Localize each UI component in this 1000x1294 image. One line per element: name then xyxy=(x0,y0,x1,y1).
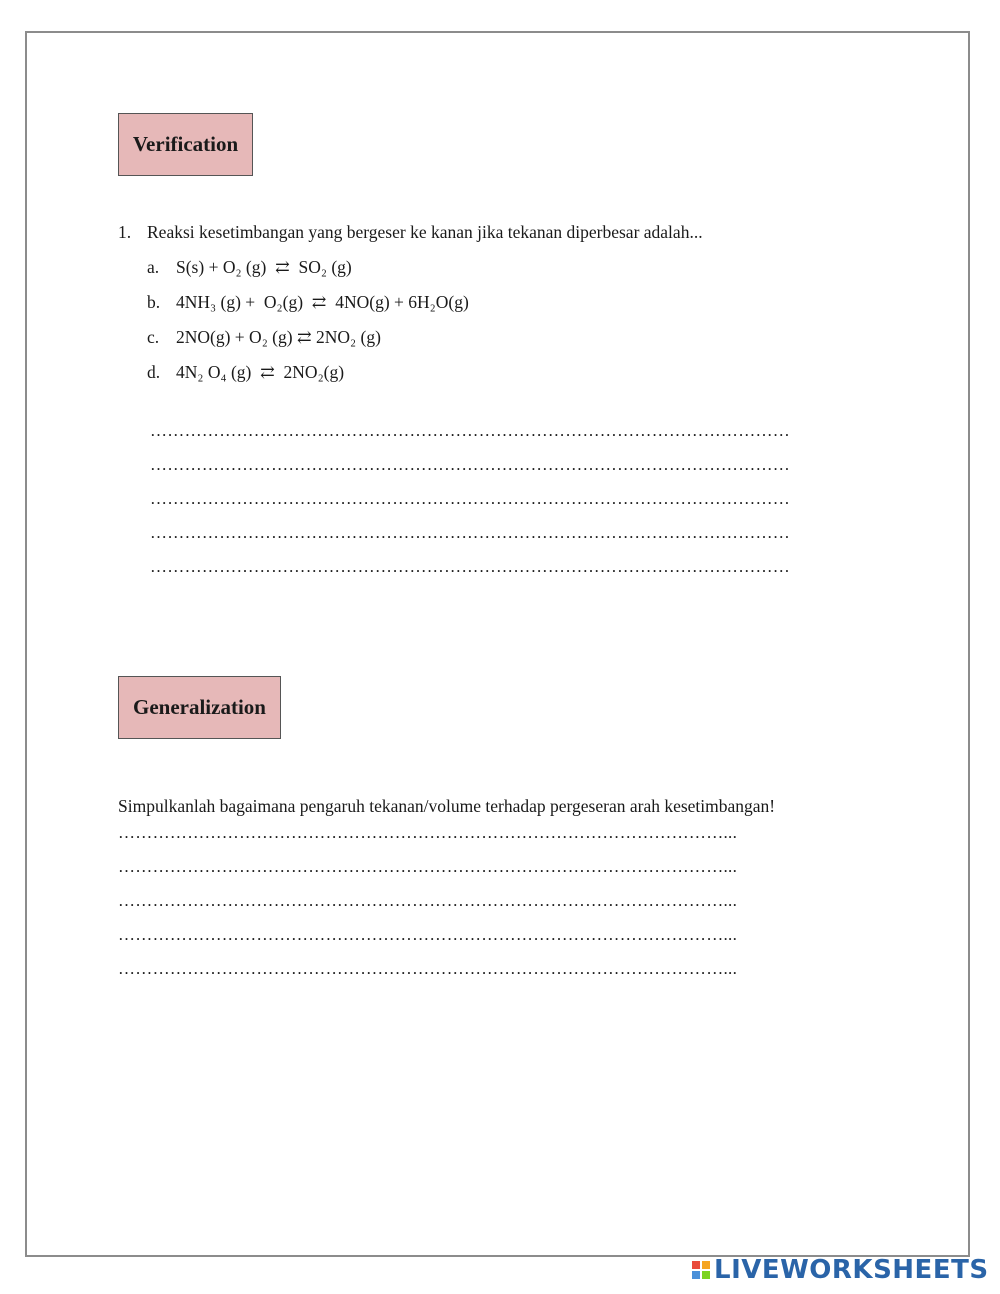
option-c[interactable] xyxy=(147,327,381,348)
option-text: 4N₂ O₄ (g) ⇄ 2NO₂(g) xyxy=(176,362,345,382)
generalization-answer-line-2[interactable]: ……………………………………………………………………………………………... xyxy=(118,857,738,876)
option-letter: a. xyxy=(147,257,160,277)
verification-answer-line-4[interactable]: ………………………………………………………………………………………………… xyxy=(150,523,791,542)
liveworksheets-logo[interactable] xyxy=(692,1255,989,1285)
logo-text: LIVEWORKSHEETS xyxy=(714,1255,989,1285)
option-text: 4NH₃ (g) + O₂(g) ⇄ 4NO(g) + 6H₂O(g) xyxy=(176,292,469,312)
generalization-answer-line-3[interactable]: ……………………………………………………………………………………………... xyxy=(118,891,738,910)
generalization-answer-line-4[interactable]: ……………………………………………………………………………………………... xyxy=(118,925,738,944)
logo-mark-icon xyxy=(692,1261,710,1279)
verification-answer-line-3[interactable]: ………………………………………………………………………………………………… xyxy=(150,489,791,508)
worksheet-page-frame xyxy=(25,31,970,1257)
verification-heading: Verification xyxy=(118,113,253,176)
question-1 xyxy=(118,222,703,243)
option-letter: b. xyxy=(147,292,161,312)
verification-answer-line-1[interactable]: ………………………………………………………………………………………………… xyxy=(150,421,791,440)
option-text: S(s) + O₂ (g) ⇄ SO₂ (g) xyxy=(176,257,352,277)
option-d[interactable] xyxy=(147,362,344,383)
question-number: 1. xyxy=(118,222,132,242)
option-letter: c. xyxy=(147,327,160,347)
option-letter: d. xyxy=(147,362,161,382)
option-b[interactable] xyxy=(147,292,469,313)
generalization-heading: Generalization xyxy=(118,676,281,739)
generalization-prompt: Simpulkanlah bagaimana pengaruh tekanan/volume terhadap pergeseran arah kesetimbangan! xyxy=(118,796,776,816)
question-text: Reaksi kesetimbangan yang bergeser ke kanan jika tekanan diperbesar adalah... xyxy=(147,222,703,242)
option-a[interactable] xyxy=(147,257,352,278)
verification-answer-line-2[interactable]: ………………………………………………………………………………………………… xyxy=(150,455,791,474)
verification-answer-line-5[interactable]: ………………………………………………………………………………………………… xyxy=(150,557,791,576)
option-text: 2NO(g) + O₂ (g) ⇄ 2NO₂ (g) xyxy=(176,327,381,347)
generalization-answer-line-1[interactable]: ……………………………………………………………………………………………... xyxy=(118,823,738,842)
generalization-answer-line-5[interactable]: ……………………………………………………………………………………………... xyxy=(118,959,738,978)
